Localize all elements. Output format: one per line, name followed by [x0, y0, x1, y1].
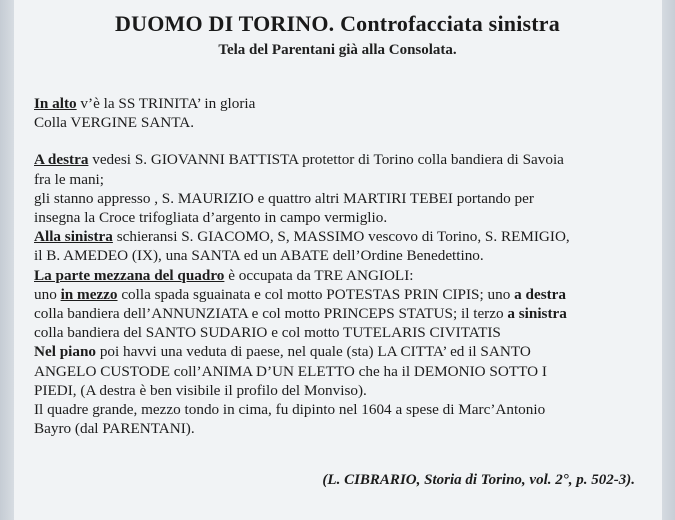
- section-keyword: La parte mezzana del quadro: [34, 266, 225, 284]
- text-span: vedesi S. GIOVANNI BATTISTA protettor di Torino colla bandiera di Savoia: [88, 151, 564, 169]
- text-span: è occupata da TRE ANGIOLI:: [224, 266, 414, 284]
- text-line: [34, 304, 660, 323]
- section-keyword: Alla sinistra: [34, 228, 113, 246]
- section-keyword: in mezzo: [60, 285, 118, 303]
- text-span: poi havvi una veduta di paese, nel quale (sta) LA CITTA’ ed il SANTO: [96, 343, 531, 361]
- paragraph-gap: [34, 132, 660, 150]
- text-line: fra le mani;: [34, 170, 104, 188]
- section-keyword: In alto: [34, 95, 77, 112]
- citation: (L. CIBRARIO, Storia di Torino, vol. 2°, p. 502-3).: [322, 472, 635, 488]
- text-line: PIEDI, (A destra è ben visibile il profilo del Monviso).: [34, 381, 367, 399]
- text-line: [34, 94, 660, 113]
- page-subtitle: Tela del Parentani già alla Consolata.: [218, 42, 457, 58]
- bold-keyword: a sinistra: [507, 305, 567, 323]
- text-line: [34, 285, 660, 304]
- text-line: Il quadre grande, mezzo tondo in cima, fu dipinto nel 1604 a spese di Marc’Antonio: [34, 401, 546, 419]
- bold-keyword: a destra: [514, 285, 566, 303]
- bold-keyword: Nel piano: [34, 343, 97, 361]
- text-line: Colla VERGINE SANTA.: [34, 114, 195, 132]
- text-span: colla spada sguainata e col motto POTESTAS PRIN CIPIS; uno: [117, 285, 515, 303]
- text-line: Bayro (dal PARENTANI).: [34, 420, 195, 438]
- text-span: schieransi S. GIACOMO, S, MASSIMO vescovo di Torino, S. REMIGIO,: [112, 228, 570, 246]
- text-line: gli stanno appresso , S. MAURIZIO e quattro altri MARTIRI TEBEI portando per: [34, 189, 534, 207]
- page-title: DUOMO DI TORINO. Controfacciata sinistra: [115, 11, 560, 36]
- section-keyword: A destra: [34, 151, 89, 169]
- text-line: ANGELO CUSTODE coll’ANIMA D’UN ELETTO che ha il DEMONIO SOTTO I: [34, 362, 547, 380]
- text-line: il B. AMEDEO (IX), una SANTA ed un ABATE dell’Ordine Benedettino.: [34, 247, 484, 265]
- text-span: colla bandiera dell’ANNUNZIATA e col motto PRINCEPS STATUS; il terzo: [34, 305, 508, 323]
- text-line: [34, 150, 660, 169]
- text-line: colla bandiera del SANTO SUDARIO e col motto TUTELARIS CIVITATIS: [34, 324, 501, 342]
- text-line: [34, 227, 660, 246]
- text-line: [34, 342, 660, 361]
- document-body: [34, 94, 660, 438]
- text-span: uno: [34, 285, 61, 303]
- text-line: insegna la Croce trifogliata d’argento in campo vermiglio.: [34, 209, 388, 227]
- text-span: v’è la SS TRINITA’ in gloria: [76, 95, 256, 112]
- text-line: [34, 266, 660, 285]
